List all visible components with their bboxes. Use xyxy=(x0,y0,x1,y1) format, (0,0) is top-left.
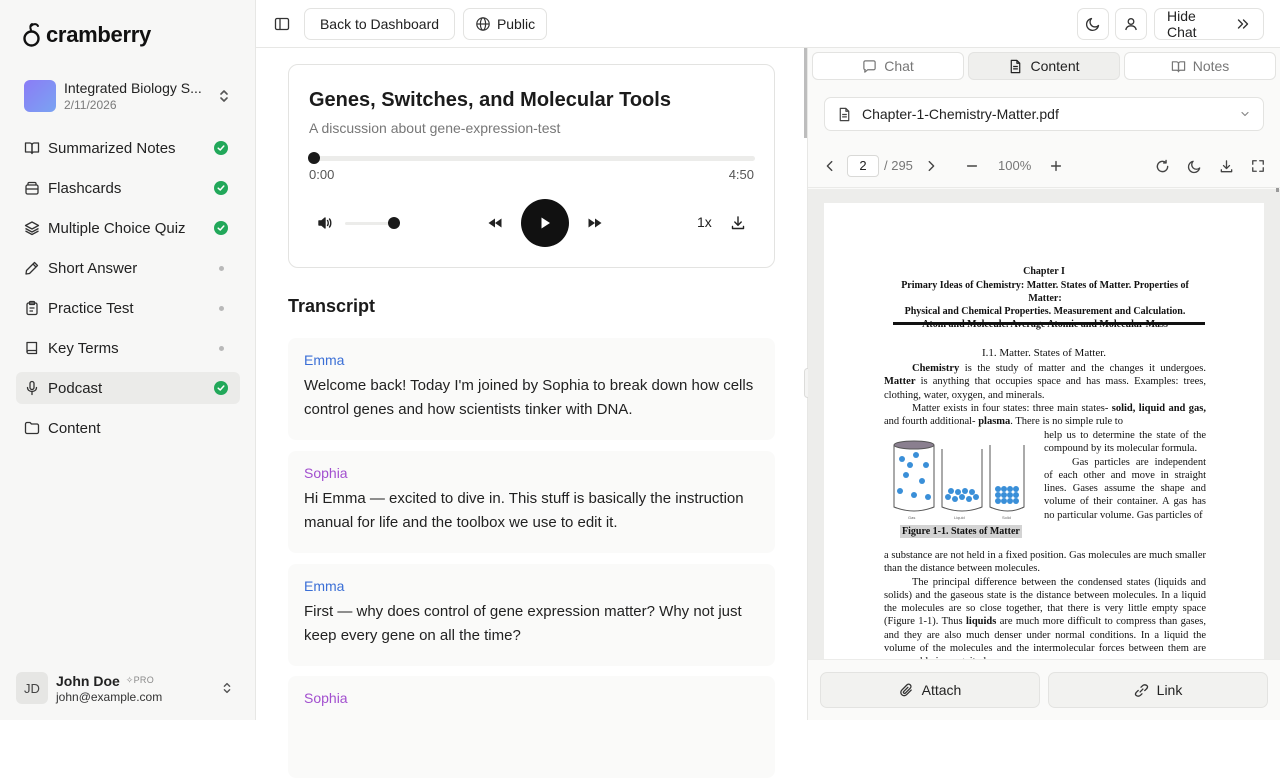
zoom-out-button[interactable] xyxy=(964,158,980,174)
sidebar-item-label: Practice Test xyxy=(48,299,134,317)
rewind-icon xyxy=(487,215,503,231)
link-button[interactable] xyxy=(1048,672,1268,708)
plan-label: PRO xyxy=(133,675,155,685)
plan-badge xyxy=(126,675,154,686)
right-panel xyxy=(808,48,1280,720)
project-date: 2/11/2026 xyxy=(64,98,117,112)
download-audio-button[interactable] xyxy=(728,213,748,233)
visibility-button[interactable] xyxy=(463,8,547,40)
podcast-main xyxy=(256,48,807,720)
chevron-left-icon xyxy=(823,159,837,173)
folder-icon xyxy=(24,420,40,436)
user-name: John Doe xyxy=(56,672,120,689)
project-thumbnail xyxy=(24,80,56,112)
avatar: JD xyxy=(16,672,48,704)
project-name: Integrated Biology S... xyxy=(64,80,202,96)
tab-chat[interactable] xyxy=(812,52,964,80)
link-label: Link xyxy=(1156,682,1183,698)
hide-chat-button[interactable] xyxy=(1154,8,1264,40)
sidebar-item-label: Flashcards xyxy=(48,179,122,197)
podcast-subtitle: A discussion about gene-expression-test xyxy=(309,120,561,136)
file-select-dropdown[interactable] xyxy=(824,97,1264,131)
expand-icon xyxy=(1251,159,1265,173)
download-icon xyxy=(1219,159,1234,174)
sidebar-item-summarized-notes[interactable] xyxy=(16,132,240,164)
paperclip-icon xyxy=(899,683,914,698)
sidebar-panel-icon xyxy=(274,16,290,32)
chevron-up-down-icon xyxy=(220,681,234,695)
play-icon xyxy=(537,215,553,231)
status-complete-icon xyxy=(214,381,228,395)
tab-label: Notes xyxy=(1192,58,1230,74)
transcript-message xyxy=(288,564,775,666)
moon-icon xyxy=(1187,159,1202,174)
user-menu[interactable] xyxy=(16,666,240,710)
playback-progress-knob[interactable] xyxy=(308,152,320,164)
sidebar-item-multiple-choice-quiz[interactable] xyxy=(16,212,240,244)
sparkle-icon: ✧ xyxy=(125,675,134,685)
sidebar-item-label: Key Terms xyxy=(48,339,119,357)
message-text: Hi Emma — excited to dive in. This stuff is basically the instruction manual for life and the toolbox we use to edit it. xyxy=(304,490,744,531)
cherry-logo-icon xyxy=(22,22,42,48)
sidebar-item-content[interactable] xyxy=(16,412,240,444)
panel-tabs xyxy=(812,52,1276,80)
sidebar-item-label: Podcast xyxy=(48,379,103,397)
status-pending-dot xyxy=(219,306,224,311)
speaker-name: Sophia xyxy=(304,465,348,481)
brand-logo[interactable] xyxy=(22,22,151,48)
previous-page-button[interactable] xyxy=(822,158,838,174)
podcast-player xyxy=(288,64,775,268)
speaker-name: Emma xyxy=(304,578,345,594)
sidebar-item-label: Multiple Choice Quiz xyxy=(48,219,186,237)
microphone-icon xyxy=(24,380,40,396)
pdf-heading-line: Primary Ideas of Chemistry: Matter. States of Matter. Properties of Matter: xyxy=(901,280,1189,304)
play-button[interactable] xyxy=(521,199,569,247)
pdf-paragraph: a substance are not held in a fixed position. Gas molecules are much smaller than the distance between molecules. The principal difference between the condensed states (liquids and solids) and the gaseous state is the distance between molecules. In a liquid the molecules are so close together, that there is very little empty space (Figure 1-1). Thus liquids are much more difficult to compress than gases, and they are also much denser under normal conditions. In a liquid the volume of the molecules and the intermolecular forces between them are xyxy=(884,550,1206,655)
status-complete-icon xyxy=(214,141,228,155)
playback-speed-button[interactable]: 1x xyxy=(697,214,712,230)
sidebar-nav xyxy=(16,132,240,452)
podcast-title: Genes, Switches, and Molecular Tools xyxy=(309,89,671,111)
hide-chat-label: Hide Chat xyxy=(1167,8,1197,40)
file-icon xyxy=(837,107,852,122)
fast-forward-button[interactable] xyxy=(585,213,605,233)
status-pending-dot xyxy=(219,266,224,271)
user-icon xyxy=(1123,16,1139,32)
download-pdf-button[interactable] xyxy=(1218,158,1234,174)
book-open-icon xyxy=(24,140,40,156)
current-time: 0:00 xyxy=(309,167,335,182)
zoom-level: 100% xyxy=(998,158,1032,173)
status-pending-dot xyxy=(219,346,224,351)
cards-icon xyxy=(24,180,40,196)
page-total: / 295 xyxy=(884,158,913,173)
pdf-heading-line: Physical and Chemical Properties. Measurement and Calculation. xyxy=(904,306,1186,317)
pdf-rule xyxy=(893,322,1205,325)
pdf-paragraph: help us to determine the state of the compound by its molecular formula. Gas particles are independent of each other and move in straight lines. Gases assume the shape and volume of their container. A gas has no particular volume. Gas particles of xyxy=(1044,430,1206,521)
sidebar-item-practice-test[interactable] xyxy=(16,292,240,324)
layers-icon xyxy=(24,220,40,236)
visibility-label: Public xyxy=(496,16,536,32)
message-text: Welcome back! Today I'm joined by Sophia to break down how cells control genes and how scientists tinker with DNA. xyxy=(304,377,754,418)
sidebar xyxy=(0,0,256,720)
tab-label: Content xyxy=(1030,58,1080,74)
chat-icon xyxy=(862,59,877,74)
speaker-name: Emma xyxy=(304,352,345,368)
chevron-down-icon xyxy=(1239,108,1251,120)
mute-button[interactable] xyxy=(315,213,335,233)
pdf-viewer[interactable] xyxy=(808,189,1280,659)
sidebar-item-key-terms[interactable] xyxy=(16,332,240,364)
pdf-paragraph: Chemistry is the study of matter and the changes it undergoes. Matter is anything that occupies space and has mass. Examples: trees, clothing, water, oxygen, and minerals. Matter exists in four states: three main states- solid, liquid and gas, and fourth additional- plasma. There is no simple rule to xyxy=(884,363,1206,428)
pencil-icon xyxy=(24,260,40,276)
pdf-page xyxy=(824,203,1264,683)
transcript-heading: Transcript xyxy=(288,296,376,316)
sidebar-item-label: Summarized Notes xyxy=(48,139,176,157)
attach-button[interactable] xyxy=(820,672,1040,708)
pdf-section-heading: I.1. Matter. States of Matter. xyxy=(981,347,1107,359)
volume-icon xyxy=(317,215,333,231)
sidebar-item-label: Short Answer xyxy=(48,259,138,277)
file-icon xyxy=(1008,59,1023,74)
pdf-chapter-title: Chapter I xyxy=(1023,266,1065,277)
attach-label: Attach xyxy=(921,682,962,698)
volume-knob[interactable] xyxy=(388,217,400,229)
fullscreen-button[interactable] xyxy=(1250,158,1266,174)
link-icon xyxy=(1134,683,1149,698)
pdf-scrollbar[interactable] xyxy=(1276,188,1279,192)
chevron-up-down-icon xyxy=(216,88,232,104)
rotate-button[interactable] xyxy=(1154,158,1170,174)
sidebar-item-short-answer[interactable] xyxy=(16,252,240,284)
figure-label: Solid xyxy=(1002,515,1011,520)
sidebar-item-podcast[interactable] xyxy=(16,372,240,404)
back-to-dashboard-label: Back to Dashboard xyxy=(319,16,440,32)
selected-file-name: Chapter-1-Chemistry-Matter.pdf xyxy=(862,106,1059,122)
sidebar-item-flashcards[interactable] xyxy=(16,172,240,204)
download-icon xyxy=(730,215,746,231)
figure-label: Liquid xyxy=(954,515,965,520)
zoom-in-button[interactable] xyxy=(1048,158,1064,174)
transcript-message xyxy=(288,676,775,778)
transcript-message xyxy=(288,338,775,440)
panel-actions xyxy=(808,659,1280,720)
chevron-right-icon xyxy=(924,159,938,173)
clipboard-icon xyxy=(24,300,40,316)
moon-icon xyxy=(1085,16,1101,32)
book-open-icon xyxy=(1171,59,1186,74)
tab-notes[interactable] xyxy=(1124,52,1276,80)
speaker-name: Sophia xyxy=(304,690,348,706)
minus-icon xyxy=(965,159,979,173)
transcript-message xyxy=(288,451,775,553)
plus-icon xyxy=(1049,159,1063,173)
status-complete-icon xyxy=(214,181,228,195)
playback-progress-slider[interactable] xyxy=(309,156,755,161)
figure-label: Gas xyxy=(908,515,916,520)
message-text: First — why does control of gene expression matter? Why not just keep every gene on all the time? xyxy=(304,603,742,644)
pdf-dark-mode-button[interactable] xyxy=(1186,158,1202,174)
globe-icon xyxy=(475,16,491,32)
toggle-sidebar-button[interactable] xyxy=(266,8,298,40)
fast-forward-icon xyxy=(587,215,603,231)
project-switcher[interactable] xyxy=(16,74,240,118)
status-complete-icon xyxy=(214,221,228,235)
sidebar-item-label: Content xyxy=(48,419,101,437)
chevrons-right-icon xyxy=(1235,16,1251,32)
top-bar xyxy=(256,0,1280,48)
page-number-input[interactable]: 2 xyxy=(847,155,879,177)
figure-caption: Figure 1-1. States of Matter xyxy=(902,526,1020,537)
theme-toggle-button[interactable] xyxy=(1077,8,1109,40)
account-button[interactable] xyxy=(1115,8,1147,40)
back-to-dashboard-button[interactable] xyxy=(304,8,455,40)
rotate-icon xyxy=(1155,159,1170,174)
states-of-matter-figure xyxy=(892,435,1026,535)
brand-name: cramberry xyxy=(46,22,151,47)
rewind-button[interactable] xyxy=(485,213,505,233)
next-page-button[interactable] xyxy=(923,158,939,174)
tab-content[interactable] xyxy=(968,52,1120,80)
tab-label: Chat xyxy=(884,58,914,74)
book-icon xyxy=(24,340,40,356)
duration: 4:50 xyxy=(728,167,754,182)
user-email: john@example.com xyxy=(56,689,163,704)
